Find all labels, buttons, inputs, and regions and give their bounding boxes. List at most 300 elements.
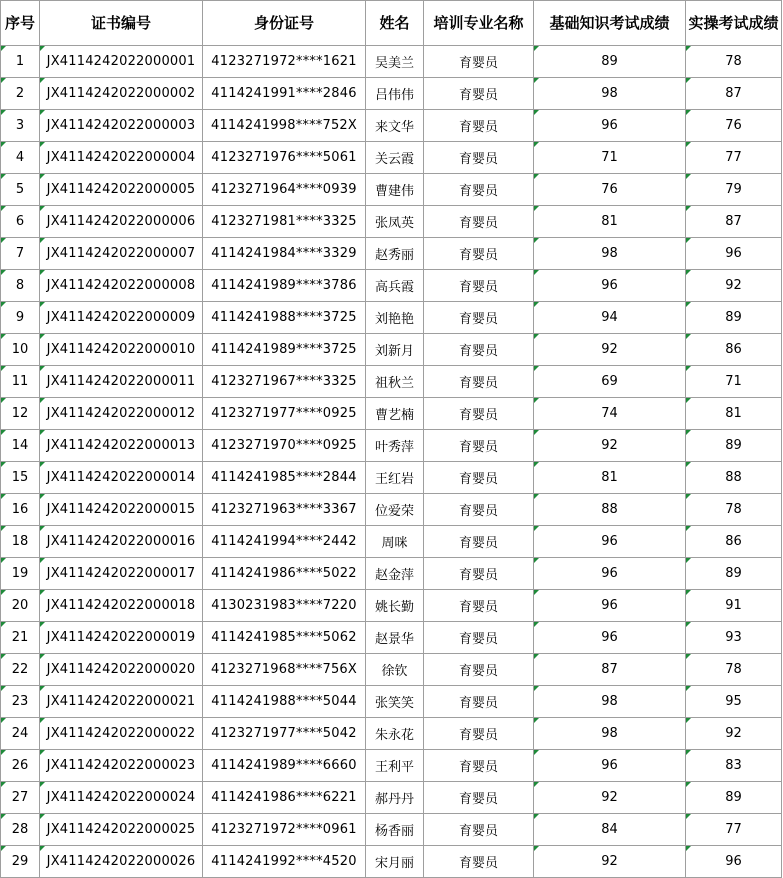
cell-seq[interactable] — [1, 686, 40, 718]
cell-major[interactable] — [424, 558, 534, 590]
cell-seq[interactable] — [1, 398, 40, 430]
cell-theory-score[interactable] — [534, 590, 686, 622]
cell-id-no[interactable] — [203, 46, 366, 78]
cell-cert-no[interactable] — [40, 206, 203, 238]
cell-id-no[interactable] — [203, 334, 366, 366]
cell-theory-score-text: 87 — [601, 662, 618, 677]
cell-id-no[interactable] — [203, 174, 366, 206]
cell-cert-no[interactable] — [40, 238, 203, 270]
cell-practice-score-text: 83 — [725, 758, 742, 773]
cell-major-text: 育婴员 — [458, 696, 498, 711]
cell-theory-score[interactable] — [534, 654, 686, 686]
text-number-marker-icon — [40, 302, 45, 307]
cell-name[interactable] — [366, 686, 424, 718]
cell-name[interactable] — [366, 238, 424, 270]
text-number-marker-icon — [534, 526, 539, 531]
text-number-marker-icon — [40, 206, 45, 211]
cell-seq[interactable] — [1, 718, 40, 750]
cell-theory-score[interactable] — [534, 686, 686, 718]
cell-name[interactable] — [366, 334, 424, 366]
cell-cert-no[interactable] — [40, 462, 203, 494]
text-number-marker-icon — [1, 686, 6, 691]
cell-id-no[interactable] — [203, 398, 366, 430]
cell-cert-no-text: JX4114242022000008 — [46, 278, 196, 293]
cell-name[interactable] — [366, 78, 424, 110]
table-row — [1, 78, 782, 110]
cell-name-text: 刘艳艳 — [374, 312, 414, 327]
cell-name[interactable] — [366, 782, 424, 814]
cell-seq-text: 18 — [11, 534, 29, 549]
cell-major[interactable] — [424, 366, 534, 398]
cell-name[interactable] — [366, 462, 424, 494]
cell-practice-score-text: 96 — [725, 854, 742, 869]
cell-practice-score-text: 95 — [725, 694, 742, 709]
cell-practice-score[interactable] — [686, 46, 782, 78]
cell-seq[interactable] — [1, 782, 40, 814]
cell-name[interactable] — [366, 846, 424, 878]
text-number-marker-icon — [40, 846, 45, 851]
cell-major[interactable] — [424, 622, 534, 654]
header-theory-score: 基础知识考试成绩 — [534, 1, 686, 46]
cell-cert-no[interactable] — [40, 814, 203, 846]
text-number-marker-icon — [40, 782, 45, 787]
cell-id-no-text: 4114241994****2442 — [211, 534, 357, 549]
cell-seq[interactable] — [1, 494, 40, 526]
text-number-marker-icon — [686, 718, 691, 723]
cell-theory-score[interactable] — [534, 206, 686, 238]
cell-cert-no[interactable] — [40, 718, 203, 750]
cell-id-no[interactable] — [203, 430, 366, 462]
cell-theory-score-text: 96 — [601, 118, 618, 133]
text-number-marker-icon — [686, 846, 691, 851]
cell-theory-score[interactable] — [534, 718, 686, 750]
cell-theory-score[interactable] — [534, 46, 686, 78]
cell-cert-no-text: JX4114242022000012 — [46, 406, 196, 421]
cell-id-no-text: 4114241992****4520 — [211, 854, 357, 869]
table-row — [1, 558, 782, 590]
cell-id-no[interactable] — [203, 238, 366, 270]
cell-practice-score[interactable] — [686, 750, 782, 782]
cell-theory-score[interactable] — [534, 270, 686, 302]
cell-seq-text: 27 — [11, 790, 29, 805]
cell-id-no-text: 4123271967****3325 — [211, 374, 357, 389]
cell-id-no[interactable] — [203, 270, 366, 302]
cell-major-text: 育婴员 — [458, 312, 498, 327]
cell-id-no[interactable] — [203, 366, 366, 398]
cell-major[interactable] — [424, 814, 534, 846]
cell-cert-no-text: JX4114242022000014 — [46, 470, 196, 485]
text-number-marker-icon — [686, 142, 691, 147]
text-number-marker-icon — [686, 110, 691, 115]
cell-seq-text: 4 — [15, 150, 25, 165]
cell-seq[interactable] — [1, 142, 40, 174]
cell-name[interactable] — [366, 814, 424, 846]
cell-name[interactable] — [366, 558, 424, 590]
cell-id-no[interactable] — [203, 78, 366, 110]
cell-practice-score[interactable] — [686, 174, 782, 206]
cell-major[interactable] — [424, 206, 534, 238]
cell-cert-no[interactable] — [40, 174, 203, 206]
cell-id-no[interactable] — [203, 558, 366, 590]
cell-practice-score[interactable] — [686, 622, 782, 654]
cell-practice-score[interactable] — [686, 494, 782, 526]
cell-cert-no[interactable] — [40, 782, 203, 814]
cell-name[interactable] — [366, 750, 424, 782]
cell-name[interactable] — [366, 718, 424, 750]
table-row — [1, 46, 782, 78]
text-number-marker-icon — [534, 846, 539, 851]
cell-cert-no-text: JX4114242022000022 — [46, 726, 196, 741]
cell-practice-score[interactable] — [686, 206, 782, 238]
cell-id-no-text: 4123271970****0925 — [211, 438, 357, 453]
cell-name-text: 位爱荣 — [374, 504, 414, 519]
table-row — [1, 366, 782, 398]
cell-cert-no[interactable] — [40, 78, 203, 110]
cell-cert-no[interactable] — [40, 622, 203, 654]
cell-id-no[interactable] — [203, 718, 366, 750]
cell-name[interactable] — [366, 174, 424, 206]
text-number-marker-icon — [534, 78, 539, 83]
cell-major[interactable] — [424, 270, 534, 302]
text-number-marker-icon — [534, 814, 539, 819]
cell-cert-no-text: JX4114242022000013 — [46, 438, 196, 453]
text-number-marker-icon — [534, 302, 539, 307]
cell-id-no-text: 4114241989****3786 — [211, 278, 357, 293]
cell-practice-score[interactable] — [686, 462, 782, 494]
cell-seq[interactable] — [1, 430, 40, 462]
cell-cert-no[interactable] — [40, 654, 203, 686]
cell-theory-score[interactable] — [534, 174, 686, 206]
cell-id-no[interactable] — [203, 750, 366, 782]
cell-cert-no[interactable] — [40, 558, 203, 590]
cell-seq[interactable] — [1, 270, 40, 302]
cell-id-no-text: 4123271977****5042 — [211, 726, 357, 741]
cell-seq-text: 10 — [11, 342, 29, 357]
cell-seq[interactable] — [1, 622, 40, 654]
cell-practice-score[interactable] — [686, 814, 782, 846]
text-number-marker-icon — [686, 526, 691, 531]
cell-id-no-text: 4114241985****5062 — [211, 630, 357, 645]
cell-theory-score-text: 92 — [601, 438, 618, 453]
cell-major[interactable] — [424, 78, 534, 110]
cell-seq[interactable] — [1, 302, 40, 334]
cell-id-no[interactable] — [203, 686, 366, 718]
cell-major-text: 育婴员 — [458, 472, 498, 487]
cell-major[interactable] — [424, 46, 534, 78]
cell-seq-text: 3 — [15, 118, 25, 133]
cell-practice-score-text: 89 — [725, 566, 742, 581]
cell-cert-no[interactable] — [40, 430, 203, 462]
header-major: 培训专业名称 — [424, 1, 534, 46]
cell-id-no-text: 4114241998****752X — [210, 118, 358, 133]
text-number-marker-icon — [686, 686, 691, 691]
cell-id-no[interactable] — [203, 526, 366, 558]
text-number-marker-icon — [1, 526, 6, 531]
cell-cert-no-text: JX4114242022000015 — [46, 502, 196, 517]
cell-theory-score[interactable] — [534, 622, 686, 654]
cell-theory-score[interactable] — [534, 110, 686, 142]
cell-name-text: 姚长勤 — [374, 600, 414, 615]
cell-theory-score[interactable] — [534, 526, 686, 558]
cell-major[interactable] — [424, 462, 534, 494]
cell-id-no[interactable] — [203, 494, 366, 526]
cell-id-no[interactable] — [203, 142, 366, 174]
cell-major-text: 育婴员 — [458, 536, 498, 551]
cell-seq[interactable] — [1, 206, 40, 238]
cell-seq[interactable] — [1, 590, 40, 622]
cell-seq[interactable] — [1, 110, 40, 142]
cell-name[interactable] — [366, 46, 424, 78]
text-number-marker-icon — [1, 782, 6, 787]
cell-id-no-text: 4114241988****3725 — [211, 310, 357, 325]
cell-practice-score[interactable] — [686, 142, 782, 174]
cell-major-text: 育婴员 — [458, 728, 498, 743]
cell-practice-score[interactable] — [686, 398, 782, 430]
cell-cert-no[interactable] — [40, 590, 203, 622]
cell-seq-text: 22 — [11, 662, 29, 677]
cell-name[interactable] — [366, 110, 424, 142]
cell-name[interactable] — [366, 270, 424, 302]
cell-id-no[interactable] — [203, 110, 366, 142]
cell-theory-score[interactable] — [534, 814, 686, 846]
cell-cert-no[interactable] — [40, 334, 203, 366]
table-row — [1, 174, 782, 206]
cell-practice-score-text: 87 — [725, 86, 742, 101]
cell-name[interactable] — [366, 206, 424, 238]
cell-practice-score[interactable] — [686, 782, 782, 814]
cell-seq[interactable] — [1, 462, 40, 494]
cell-seq[interactable] — [1, 174, 40, 206]
cell-major[interactable] — [424, 686, 534, 718]
cell-id-no-text: 4114241986****6221 — [211, 790, 357, 805]
cell-practice-score[interactable] — [686, 366, 782, 398]
cell-major[interactable] — [424, 590, 534, 622]
cell-id-no[interactable] — [203, 622, 366, 654]
cell-id-no[interactable] — [203, 782, 366, 814]
cell-major[interactable] — [424, 334, 534, 366]
table-row — [1, 686, 782, 718]
text-number-marker-icon — [1, 174, 6, 179]
cell-major-text: 育婴员 — [458, 152, 498, 167]
cell-practice-score[interactable] — [686, 110, 782, 142]
cell-seq-text: 28 — [11, 822, 29, 837]
cell-practice-score[interactable] — [686, 302, 782, 334]
cell-name-text: 宋月丽 — [374, 856, 414, 871]
cell-name[interactable] — [366, 430, 424, 462]
cell-name[interactable] — [366, 654, 424, 686]
cell-practice-score[interactable] — [686, 846, 782, 878]
cell-practice-score[interactable] — [686, 590, 782, 622]
text-number-marker-icon — [1, 430, 6, 435]
cell-theory-score[interactable] — [534, 142, 686, 174]
cell-cert-no-text: JX4114242022000003 — [46, 118, 196, 133]
cell-name-text: 赵景华 — [374, 632, 414, 647]
text-number-marker-icon — [686, 334, 691, 339]
cell-theory-score[interactable] — [534, 366, 686, 398]
cell-major[interactable] — [424, 174, 534, 206]
cell-practice-score[interactable] — [686, 238, 782, 270]
cell-theory-score[interactable] — [534, 750, 686, 782]
cell-name[interactable] — [366, 302, 424, 334]
cell-practice-score-text: 86 — [725, 342, 742, 357]
cell-theory-score[interactable] — [534, 334, 686, 366]
cell-seq[interactable] — [1, 334, 40, 366]
cell-major-text: 育婴员 — [458, 120, 498, 135]
cell-cert-no[interactable] — [40, 846, 203, 878]
cell-major[interactable] — [424, 654, 534, 686]
cell-seq[interactable] — [1, 846, 40, 878]
cell-practice-score[interactable] — [686, 334, 782, 366]
cell-seq[interactable] — [1, 814, 40, 846]
text-number-marker-icon — [1, 622, 6, 627]
cell-major[interactable] — [424, 302, 534, 334]
cell-practice-score-text: 88 — [725, 470, 742, 485]
cell-id-no[interactable] — [203, 590, 366, 622]
cell-practice-score[interactable] — [686, 718, 782, 750]
cell-id-no-text: 4123271972****0961 — [211, 822, 357, 837]
cell-id-no[interactable] — [203, 302, 366, 334]
table-body — [1, 46, 782, 878]
cell-major[interactable] — [424, 782, 534, 814]
text-number-marker-icon — [686, 654, 691, 659]
cell-major[interactable] — [424, 430, 534, 462]
cell-id-no[interactable] — [203, 654, 366, 686]
cell-seq[interactable] — [1, 366, 40, 398]
cell-name[interactable] — [366, 142, 424, 174]
cell-cert-no[interactable] — [40, 302, 203, 334]
cell-cert-no[interactable] — [40, 142, 203, 174]
cell-theory-score[interactable] — [534, 782, 686, 814]
cell-name-text: 张笑笑 — [374, 696, 414, 711]
cell-theory-score[interactable] — [534, 238, 686, 270]
cell-practice-score[interactable] — [686, 654, 782, 686]
cell-practice-score-text: 86 — [725, 534, 742, 549]
header-practice-score: 实操考试成绩 — [686, 1, 782, 46]
text-number-marker-icon — [40, 558, 45, 563]
cell-id-no[interactable] — [203, 846, 366, 878]
cell-major[interactable] — [424, 110, 534, 142]
cell-cert-no[interactable] — [40, 398, 203, 430]
cell-name[interactable] — [366, 590, 424, 622]
cell-seq-text: 8 — [15, 278, 25, 293]
cell-theory-score[interactable] — [534, 558, 686, 590]
cell-seq[interactable] — [1, 654, 40, 686]
text-number-marker-icon — [686, 494, 691, 499]
cell-major[interactable] — [424, 718, 534, 750]
cell-major[interactable] — [424, 238, 534, 270]
cell-major[interactable] — [424, 142, 534, 174]
cell-id-no-text: 4114241986****5022 — [211, 566, 357, 581]
cell-seq-text: 14 — [11, 438, 29, 453]
cell-cert-no[interactable] — [40, 270, 203, 302]
text-number-marker-icon — [686, 814, 691, 819]
cell-major-text: 育婴员 — [458, 600, 498, 615]
cell-cert-no[interactable] — [40, 686, 203, 718]
cell-id-no-text: 4114241985****2844 — [211, 470, 357, 485]
cell-major[interactable] — [424, 494, 534, 526]
cell-theory-score[interactable] — [534, 78, 686, 110]
cell-cert-no[interactable] — [40, 110, 203, 142]
table-row — [1, 302, 782, 334]
cell-name-text: 王利平 — [374, 760, 414, 775]
cell-cert-no-text: JX4114242022000024 — [46, 790, 196, 805]
text-number-marker-icon — [1, 590, 6, 595]
cell-id-no-text: 4123271976****5061 — [211, 150, 357, 165]
cell-practice-score-text: 77 — [725, 822, 742, 837]
cell-seq[interactable] — [1, 526, 40, 558]
cell-name[interactable] — [366, 398, 424, 430]
cell-seq-text: 1 — [15, 54, 25, 69]
cell-theory-score[interactable] — [534, 430, 686, 462]
text-number-marker-icon — [1, 238, 6, 243]
cell-major[interactable] — [424, 750, 534, 782]
cell-id-no[interactable] — [203, 814, 366, 846]
cell-cert-no[interactable] — [40, 526, 203, 558]
text-number-marker-icon — [40, 78, 45, 83]
cell-theory-score[interactable] — [534, 398, 686, 430]
cell-practice-score-text: 92 — [725, 726, 742, 741]
cell-name[interactable] — [366, 622, 424, 654]
cell-seq-text: 16 — [11, 502, 29, 517]
cell-major[interactable] — [424, 526, 534, 558]
cell-seq[interactable] — [1, 46, 40, 78]
cell-theory-score[interactable] — [534, 302, 686, 334]
cell-theory-score-text: 96 — [601, 566, 618, 581]
cell-id-no-text: 4123271963****3367 — [211, 502, 357, 517]
cell-practice-score-text: 77 — [725, 150, 742, 165]
cell-practice-score[interactable] — [686, 686, 782, 718]
cell-name[interactable] — [366, 494, 424, 526]
cell-theory-score[interactable] — [534, 494, 686, 526]
cell-name-text: 高兵霞 — [374, 280, 414, 295]
cell-name[interactable] — [366, 366, 424, 398]
cell-practice-score[interactable] — [686, 270, 782, 302]
cell-cert-no[interactable] — [40, 750, 203, 782]
cell-seq[interactable] — [1, 238, 40, 270]
cell-practice-score[interactable] — [686, 558, 782, 590]
cell-practice-score[interactable] — [686, 430, 782, 462]
cell-practice-score-text: 81 — [725, 406, 742, 421]
cell-practice-score[interactable] — [686, 526, 782, 558]
cell-theory-score[interactable] — [534, 846, 686, 878]
cell-seq-text: 9 — [15, 310, 25, 325]
cell-cert-no[interactable] — [40, 366, 203, 398]
cell-id-no[interactable] — [203, 462, 366, 494]
table-row — [1, 622, 782, 654]
table-row — [1, 270, 782, 302]
cell-major[interactable] — [424, 846, 534, 878]
text-number-marker-icon — [40, 46, 45, 51]
table-row — [1, 654, 782, 686]
text-number-marker-icon — [686, 206, 691, 211]
cell-practice-score[interactable] — [686, 78, 782, 110]
cell-practice-score-text: 89 — [725, 438, 742, 453]
cell-id-no[interactable] — [203, 206, 366, 238]
text-number-marker-icon — [40, 814, 45, 819]
text-number-marker-icon — [686, 238, 691, 243]
cell-seq[interactable] — [1, 558, 40, 590]
cell-theory-score[interactable] — [534, 462, 686, 494]
cell-major[interactable] — [424, 398, 534, 430]
cell-cert-no[interactable] — [40, 494, 203, 526]
cell-practice-score-text: 78 — [725, 54, 742, 69]
text-number-marker-icon — [1, 334, 6, 339]
cell-cert-no[interactable] — [40, 46, 203, 78]
cell-name[interactable] — [366, 526, 424, 558]
cell-seq[interactable] — [1, 78, 40, 110]
cell-theory-score-text: 71 — [601, 150, 618, 165]
cell-seq[interactable] — [1, 750, 40, 782]
